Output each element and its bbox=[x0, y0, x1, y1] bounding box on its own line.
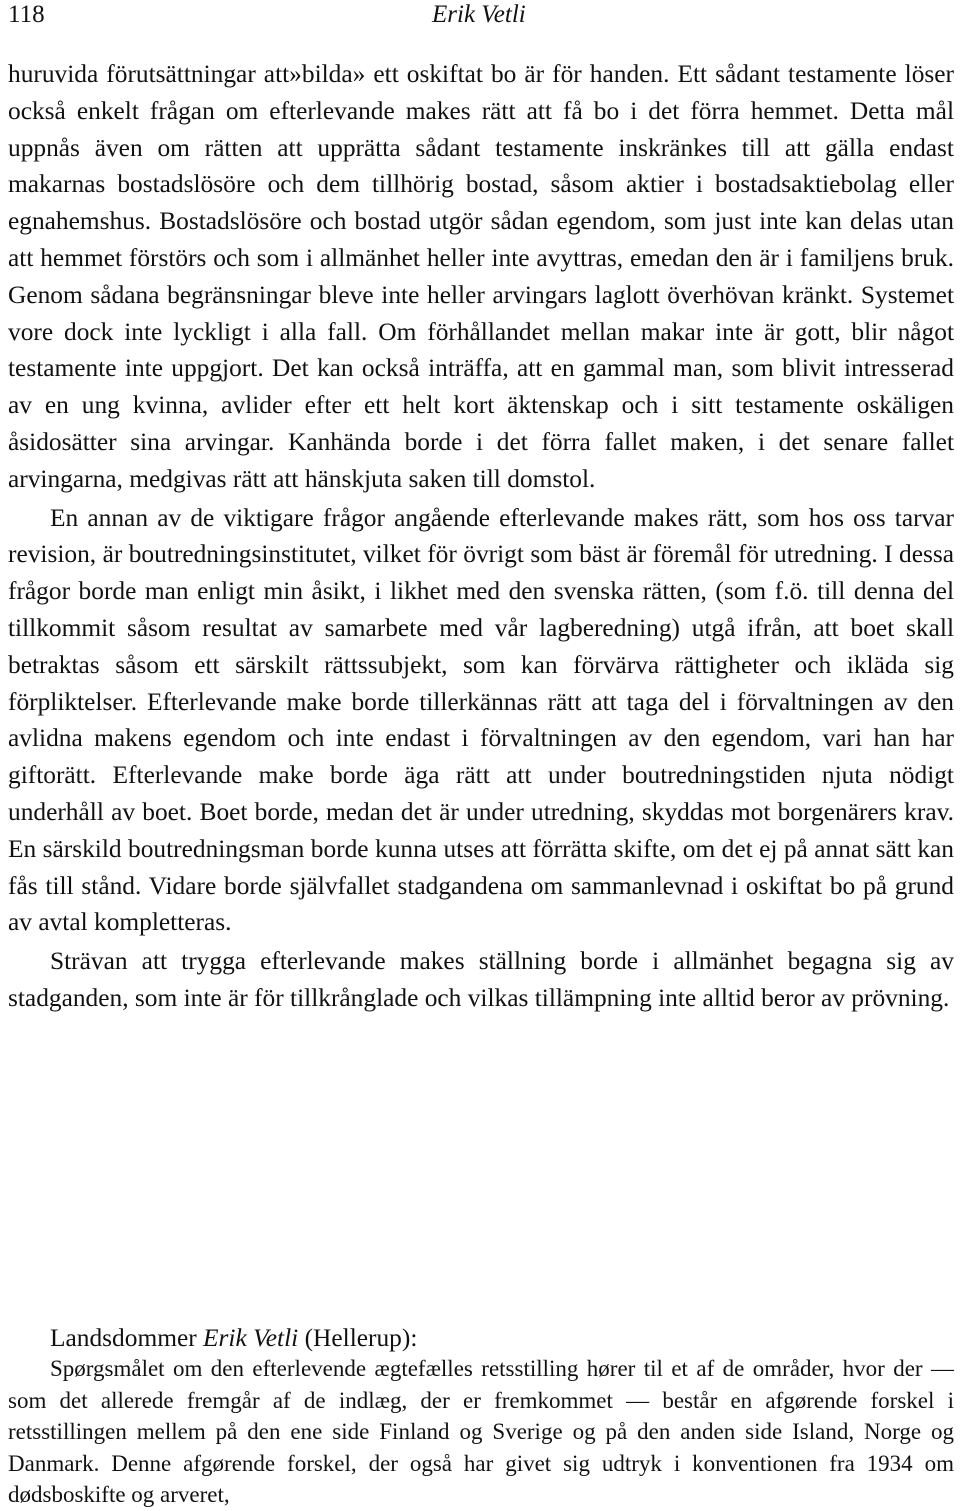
statement-text bbox=[8, 1353, 954, 1511]
running-head-author: Erik Vetli bbox=[432, 1, 526, 28]
page-number: 118 bbox=[8, 1, 45, 28]
paragraph-3: Strävan att trygga efterlevande makes ställning borde i allmänhet begagna sig av stadganden, som inte är för tillkrånglade och vilkas tillämpning inte alltid beror av prövning. bbox=[8, 947, 954, 1012]
paragraph-2: En annan av de viktigare frågor angående efterlevande makes rätt, som hos oss tarvar revision, är boutredningsinstitutet, vilket för övrigt som bäst är föremål för utredning. I dessa frågor borde man enligt min åsikt, i likhet med den svenska rätten, (som f.ö. till denna del tillkommit såsom resultat av samarbete med vår lagberedning) utgå ifrån, att boet skall betraktas såsom ett särskilt rättssubjekt, som kan förvärva rättigheter och ikläda sig förpliktelser. Efterlevande make borde tillerkännas rätt att taga del i förvaltningen av den avlidna makens egendom och inte endast i förvaltningen av den egendom, vari han har giftorätt. Efterlevande make borde äga rätt att under boutredningstiden njuta nödigt underhåll av boet. Boet borde, medan det är under utredning, skyddas mot borgenärers krav. En särskild boutredningsman borde kunna utses att förrätta skifte, om det ej på annat sätt kan fås till stånd. Vidare borde självfallet stadgandena om sammanlevnad i oskiftat bo på grund av avtal kompletteras. bbox=[8, 503, 954, 937]
body-text bbox=[8, 56, 954, 1017]
speaker-name: Erik Vetli bbox=[203, 1324, 299, 1352]
statement-paragraph: Spørgsmålet om den efterlevende ægtefælles retsstilling hører til et af de områder, hvor der — som det allerede fremgår af de indlæg, der er fremkommet — består en afgørende forskel i retsstillingen mellem på den ene side Finland og Sverige og på den anden side Island, Norge og Danmark. Denne afgørende forskel, der også har givet sig udtryk i konventionen fra 1934 om dødsboskifte og arveret, bbox=[8, 1356, 954, 1508]
running-header bbox=[8, 0, 952, 32]
speaker-location: (Hellerup): bbox=[304, 1324, 418, 1352]
speaker-heading bbox=[50, 1320, 417, 1356]
paragraph-1: huruvida förutsättningar att»bilda» ett oskiftat bo är för handen. Ett sådant testamente löser också enkelt frågan om efterlevande makes rätt att få bo i det förra hemmet. Detta mål uppnås även om rätten att upprätta sådant testamente inskränkes till att gälla endast makarnas bostadslösöre och dem tillhörig bostad, såsom aktier i bostadsaktiebolag eller egnahemshus. Bostadslösöre och bostad utgör sådan egendom, som just inte kan delas utan att hemmet förstörs och som i allmänhet heller inte avyttras, emedan den är i familjens bruk. Genom sådana begränsningar bleve inte heller arvingars laglott överhövan kränkt. Systemet vore dock inte lyckligt i alla fall. Om förhållandet mellan makar inte är gott, blir något testamente inte uppgjort. Det kan också inträffa, att en gammal man, som blivit intresserad av en ung kvinna, avlider efter ett helt kort äktenskap och i sitt testamente oskäligen åsidosätter sina arvingar. Kanhända borde i det förra fallet maken, i det senare fallet arvingarna, medgivas rätt att hänskjuta saken till domstol. bbox=[8, 60, 954, 493]
speaker-title: Landsdommer bbox=[50, 1324, 197, 1352]
